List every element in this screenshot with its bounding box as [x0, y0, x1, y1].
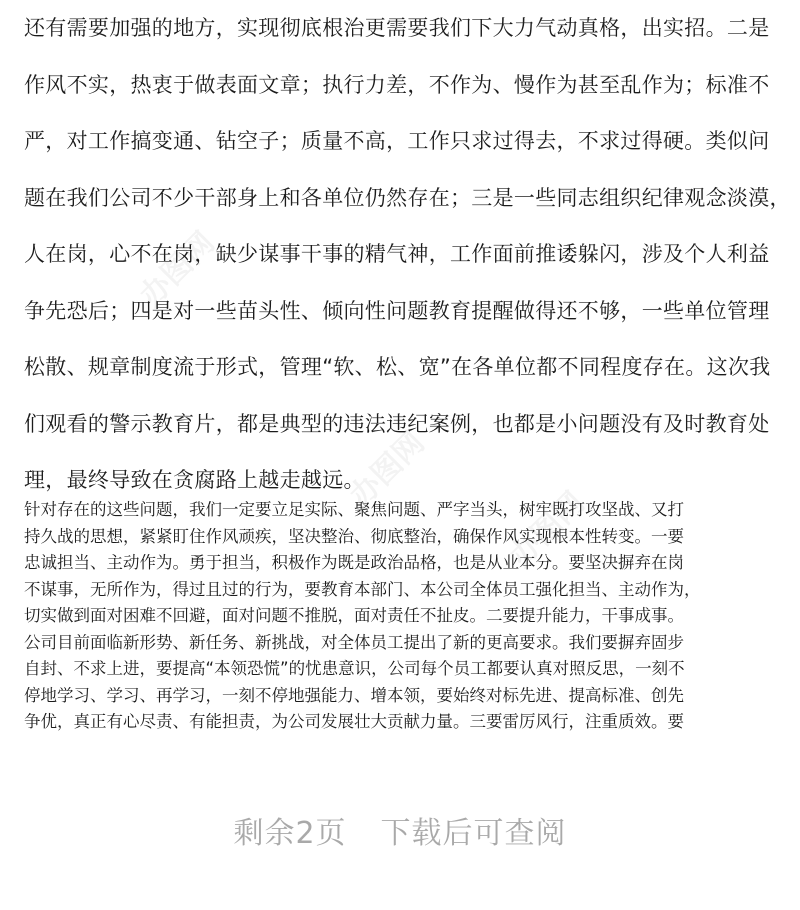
paragraph-line: 公司目前面临新形势、新任务、新挑战，对全体员工提出了新的更高要求。我们要摒弃固步: [24, 632, 684, 652]
paragraph-line: 还有需要加强的地方，实现彻底根治更需要我们下大力气动真格，出实招。二是: [24, 16, 770, 40]
large-text-paragraph: [24, 0, 791, 509]
paragraph-line: 自封、不求上进，要提高“本领恐慌”的忧患意识，公司每个员工都要认真对照反思，一刻不: [24, 659, 685, 678]
watermark: 办图网: [133, 225, 222, 314]
paragraph-line: 作风不实，热衷于做表面文章；执行力差，不作为、慢作为甚至乱作为；标准不: [24, 72, 770, 97]
remaining-pages-label: 剩余2页: [233, 816, 347, 851]
paragraph-line: 持久战的思想，紧紧盯住作风顽疾，坚决整治、彻底整治，确保作风实现根本性转变。一要: [24, 526, 684, 546]
download-hint-label: 下载后可查阅: [380, 816, 567, 851]
paragraph-line: 理，最终导致在贪腐路上越走越远。: [24, 468, 365, 492]
paragraph-line: 针对存在的这些问题，我们一定要立足实际、聚焦问题、严字当头，树牢既打攻坚战、又打: [24, 500, 684, 519]
remaining-pages-notice[interactable]: [0, 808, 800, 852]
paragraph-line: 争优，真正有心尽责、有能担责，为公司发展壮大贡献力量。三要雷厉风行，注重质效。要: [24, 712, 684, 731]
paragraph-line: 松散、规章制度流于形式，管理“软、松、宽”在各单位都不同程度存在。这次我: [24, 355, 771, 379]
paragraph-line: 争先恐后；四是对一些苗头性、倾向性问题教育提醒做得还不够，一些单位管理: [24, 298, 770, 323]
paragraph-line: 严，对工作搞变通、钻空子；质量不高，工作只求过得去，不求过得硬。类似问: [24, 129, 770, 153]
paragraph-line: 题在我们公司不少干部身上和各单位仍然存在；三是一些同志组织纪律观念淡漠，: [24, 185, 791, 210]
watermark: 办图网: [503, 485, 592, 574]
watermark: 办图网: [343, 425, 432, 514]
paragraph-line: 停地学习、学习、再学习，一刻不停地强能力、增本领，要始终对标先进、提高标准、创先: [24, 685, 684, 705]
paragraph-line: 人在岗，心不在岗，缺少谋事干事的精气神，工作面前推诿躲闪，涉及个人利益: [24, 242, 770, 266]
paragraph-line: 们观看的警示教育片，都是典型的违法违纪案例，也都是小问题没有及时教育处: [24, 411, 770, 436]
paragraph-line: 不谋事，无所作为，得过且过的行为，要教育本部门、本公司全体员工强化担当、主动作为，: [24, 579, 701, 599]
paragraph-line: 忠诚担当、主动作为。勇于担当，积极作为既是政治品格，也是从业本分。要坚决摒弃在岗: [24, 553, 684, 572]
small-text-paragraph: [24, 497, 784, 736]
paragraph-line: 切实做到面对困难不回避，面对问题不推脱，面对责任不扯皮。二要提升能力，干事成事。: [24, 606, 684, 625]
